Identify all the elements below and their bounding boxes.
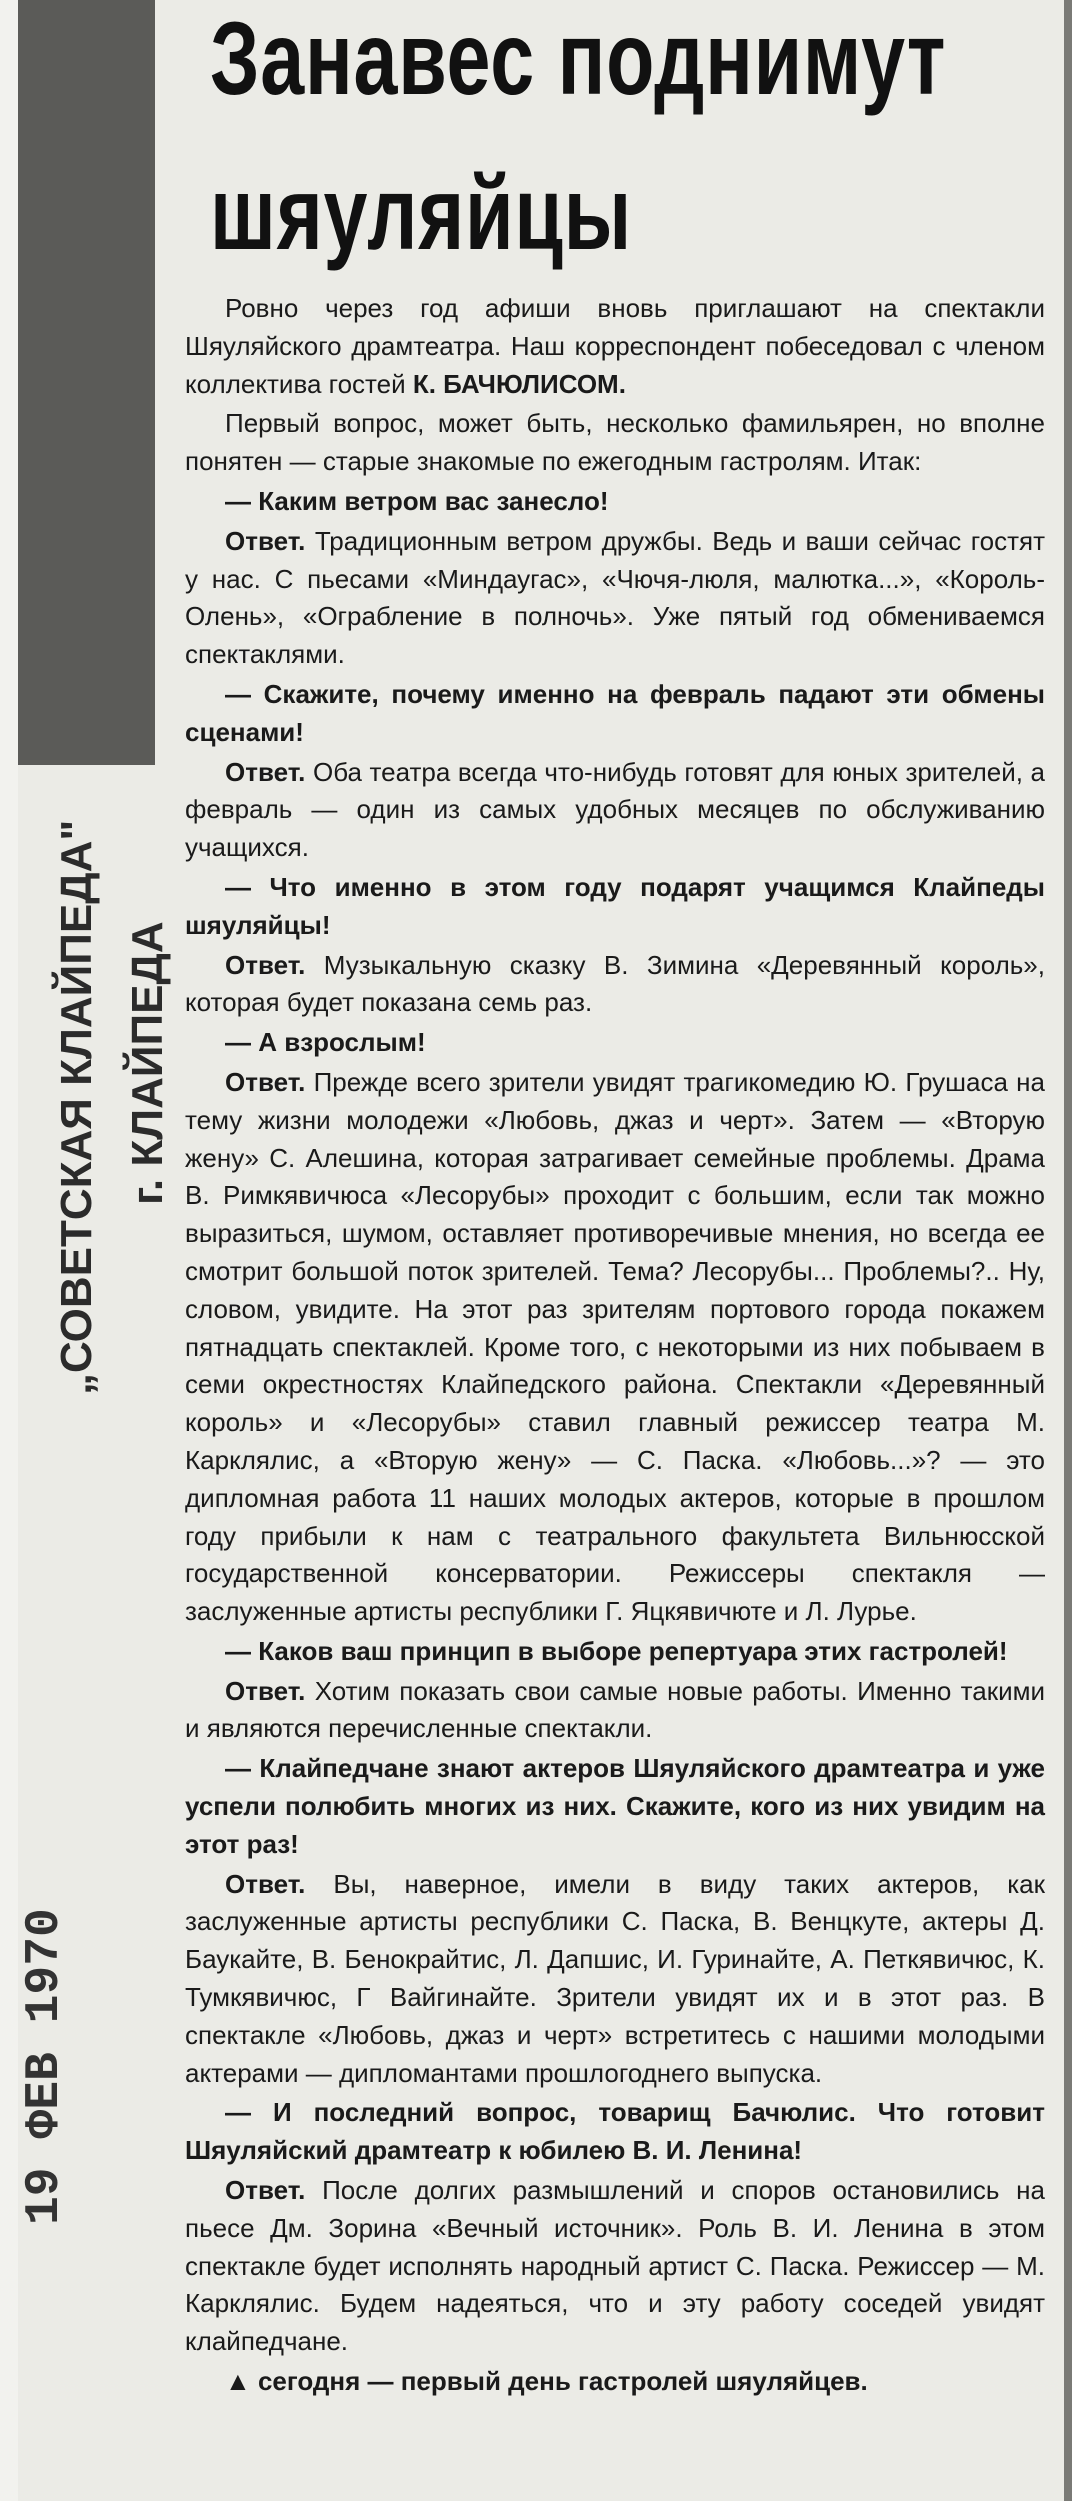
article-body: [185, 290, 1045, 2403]
answer-label: Ответ.: [225, 1868, 306, 1899]
answer-4: [185, 1064, 1045, 1631]
interviewee-name: К. БАЧЮЛИСОМ.: [412, 368, 626, 399]
question-1: — Каким ветром вас занесло!: [225, 485, 609, 516]
answer-5: [185, 1673, 1045, 1749]
answer-6: [185, 1866, 1045, 2093]
answer-label: Ответ.: [225, 756, 306, 787]
newspaper-name-stamp: „СОВЕТСКАЯ КЛАЙПЕДА": [52, 819, 101, 1395]
answer-7: [185, 2172, 1045, 2361]
intro-paragraph: [185, 290, 1045, 403]
answer-2-text: Оба театра всегда что-нибудь готовят для юных зрителей, а февраль — один из самых удобных месяцев по обслуживанию учащихся.: [185, 756, 1045, 863]
article-headline: [210, 0, 947, 292]
question-4: — А взрослым!: [225, 1027, 426, 1058]
dark-scan-band: [18, 0, 155, 765]
question-6: — Клайпедчане знают актеров Шяуляйского драмтеатра и уже успели полюбить многих из них. Скажите, кого из них увидим на этот раз!: [185, 1753, 1045, 1859]
answer-2: [185, 754, 1045, 867]
answer-label: Ответ.: [225, 2175, 306, 2206]
answer-label: Ответ.: [225, 525, 306, 556]
date-stamp: 19 ФЕВ 1970: [18, 1908, 72, 2225]
intro-text: Ровно через год афиши вновь приглашают на спектакли Шяуляйского драмтеатра. Наш корреспондент побеседовал с членом коллектива гостей: [185, 293, 1045, 399]
answer-1-text: Традиционным ветром дружбы. Ведь и ваши сейчас гостят у нас. С пьесами «Миндаугас», «Чючя-люля, малютка...», «Король-Олень», «Ограбление в полночь». Уже пятый год обмениваемся спектаклями.: [185, 525, 1045, 670]
answer-3-text: Музыкальную сказку В. Зимина «Деревянный король», которая будет показана семь раз.: [185, 949, 1045, 1018]
answer-4-text: Прежде всего зрители увидят трагикомедию Ю. Грушаса на тему жизни молодежи «Любовь, джаз и черт». Затем — «Вторую жену» С. Алешина, которая затрагивает семейные проблемы. Драма В. Римкявичюса «Лесорубы» проходит с большим, если так можно выразиться, шумом, оставляет противоречивые мнения, но всегда ее смотрит большой поток зрителей. Тема? Лесорубы... Проблемы?.. Ну, словом, увидите. На этот раз зрителям портового города покажем пятнадцать спектаклей. Кроме того, с некоторыми из них побываем в семи окрестностях Клайпедского района. Спектакли «Деревянный король» и «Лесорубы» ставил главный режиссер театра М. Карклялис, а «Вторую жену» — С. Паска. «Любовь...»? — это дипломная работа 11 наших молодых актеров, которые в прошлом году прибыли к нам с театрального факультета Вильнюсской государственной консерватории. Режиссеры спектакля — заслуженные артисты республики Г. Яцкявичюте и Л. Лурье.: [185, 1066, 1045, 1627]
headline-line-1: Занавес поднимут: [210, 1, 947, 117]
answer-7-text: После долгих размышлений и споров остановились на пьесе Дм. Зорина «Вечный источник». Роль В. И. Ленина в этом спектакле будет исполнять народный артист С. Паска. Режиссер — М. Карклялис. Будем надеяться, что и эту работу соседей увидят клайпедчане.: [185, 2175, 1045, 2357]
footer-note: ▲ сегодня — первый день гастролей шяуляйцев.: [225, 2366, 868, 2397]
question-2: — Скажите, почему именно на февраль падают эти обмены сценами!: [185, 678, 1045, 747]
answer-label: Ответ.: [225, 949, 306, 980]
city-stamp: г. КЛАЙПЕДА: [123, 921, 172, 1205]
answer-label: Ответ.: [225, 1675, 306, 1706]
headline-line-2: шяуляйцы: [210, 156, 633, 272]
answer-3: [185, 947, 1045, 1023]
right-scan-edge: [1064, 0, 1072, 2501]
question-7: — И последний вопрос, товарищ Бачюлис. Что готовит Шяуляйский драмтеатр к юбилею В. И. Ленина!: [185, 2097, 1045, 2166]
answer-label: Ответ.: [225, 1066, 306, 1097]
answer-6-text: Вы, наверное, имели в виду таких актеров, как заслуженные артисты республики С. Паска, В. Венцкуте, актеры Д. Баукайте, В. Бенокрайтис, Л. Дапшис, И. Гуринайте, А. Петкявичюс, К. Тумкявичюс, Г Вайгинайте. Зрители увидят их и в этот раз. В спектакле «Любовь, джаз и черт» встретитесь с нашими молодыми актерами — дипломантами прошлогоднего выпуска.: [185, 1868, 1045, 2088]
left-paper-margin: [0, 0, 18, 2501]
question-3: — Что именно в этом году подарят учащимся Клайпеды шяуляйцы!: [185, 871, 1045, 940]
answer-5-text: Хотим показать свои самые новые работы. Именно такими и являются перечисленные спектакли.: [185, 1675, 1045, 1744]
question-5: — Каков ваш принцип в выборе репертуара этих гастролей!: [225, 1635, 1008, 1666]
answer-1: [185, 523, 1045, 674]
paragraph-2: Первый вопрос, может быть, несколько фамильярен, но вполне понятен — старые знакомые по ежегодным гастролям. Итак:: [185, 408, 1045, 477]
